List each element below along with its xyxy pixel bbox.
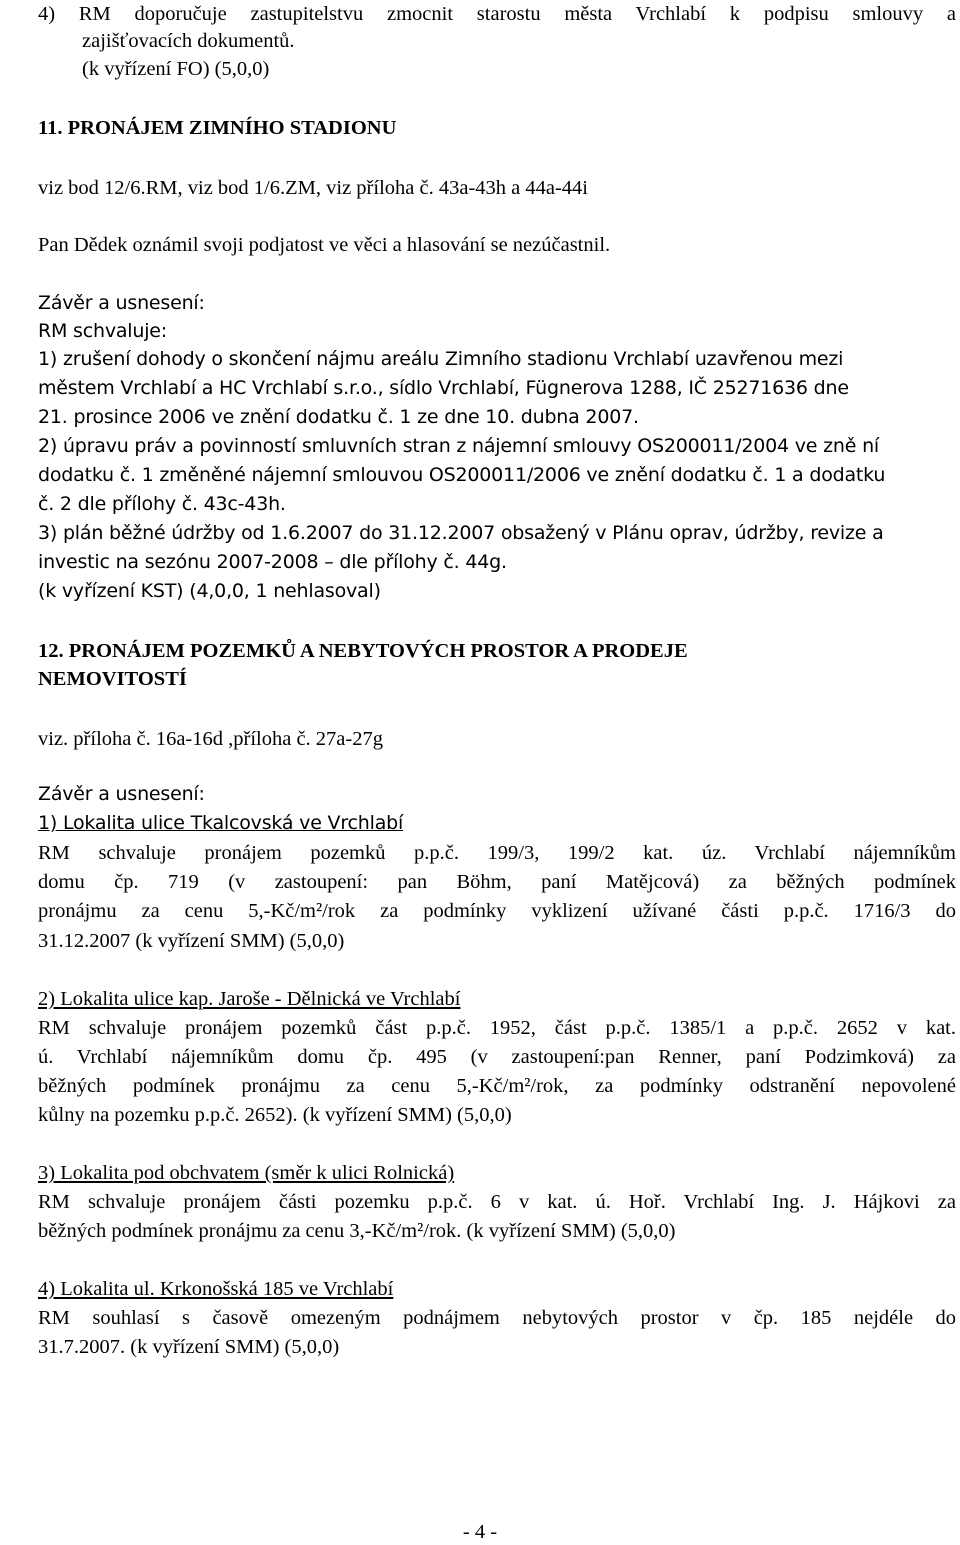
location-3-line1: RM schvaluje pronájem části pozemku p.p.č. 6 v kat. ú. Hoř. Vrchlabí Ing. J. Hájkovi za bbox=[38, 1191, 956, 1213]
location-4-heading: 4) Lokalita ul. Krkonošská 185 ve Vrchlabí bbox=[38, 1278, 394, 1300]
location-2-line2: ú. Vrchlabí nájemníkům domu čp. 495 (v zastoupení:pan Renner, paní Podzimková) za bbox=[38, 1046, 956, 1068]
location-2-heading: 2) Lokalita ulice kap. Jaroše - Dělnická ve Vrchlabí bbox=[38, 988, 461, 1010]
section-11-point1-line3: 21. prosince 2006 ve znění dodatku č. 1 ze dne 10. dubna 2007. bbox=[38, 406, 639, 428]
location-3-line2: běžných podmínek pronájmu za cenu 3,-Kč/m²/rok. (k vyřízení SMM) (5,0,0) bbox=[38, 1220, 676, 1242]
item4-line2: zajišťovacích dokumentů. bbox=[82, 30, 295, 52]
section-12-reference: viz. příloha č. 16a-16d ,příloha č. 27a-27g bbox=[38, 728, 383, 750]
location-2-line4: kůlny na pozemku p.p.č. 2652). (k vyřízení SMM) (5,0,0) bbox=[38, 1104, 512, 1126]
section-11-point1-line2: městem Vrchlabí a HC Vrchlabí s.r.o., sídlo Vrchlabí, Fügnerova 1288, IČ 25271636 dne bbox=[38, 377, 849, 399]
location-1-heading: 1) Lokalita ulice Tkalcovská ve Vrchlabí bbox=[38, 812, 404, 834]
location-1-line3: pronájmu za cenu 5,-Kč/m²/rok za podmínky vyklizení užívané části p.p.č. 1716/3 do bbox=[38, 900, 956, 922]
location-1-line2: domu čp. 719 (v zastoupení: pan Böhm, paní Matějcová) za běžných podmínek bbox=[38, 871, 956, 893]
location-2-line3: běžných podmínek pronájmu za cenu 5,-Kč/m²/rok, za podmínky odstranění nepovolené bbox=[38, 1075, 956, 1097]
page-number: - 4 - bbox=[462, 1521, 498, 1543]
location-2-line1: RM schvaluje pronájem pozemků část p.p.č. 1952, část p.p.č. 1385/1 a p.p.č. 2652 v kat. bbox=[38, 1017, 956, 1039]
section-11-point2-line3: č. 2 dle přílohy č. 43c-43h. bbox=[38, 493, 286, 515]
section-11-point3-line1: 3) plán běžné údržby od 1.6.2007 do 31.12.2007 obsažený v Plánu oprav, údržby, revize a bbox=[38, 522, 884, 544]
location-1-line1: RM schvaluje pronájem pozemků p.p.č. 199/3, 199/2 kat. úz. Vrchlabí nájemníkům bbox=[38, 842, 956, 864]
section-11-point3-line3: (k vyřízení KST) (4,0,0, 1 nehlasoval) bbox=[38, 580, 381, 602]
section-11-note: Pan Dědek oznámil svoji podjatost ve věci a hlasování se nezúčastnil. bbox=[38, 234, 611, 256]
section-11-point1-line1: 1) zrušení dohody o skončení nájmu areálu Zimního stadionu Vrchlabí uzavřenou mezi bbox=[38, 348, 844, 370]
section-11-point3-line2: investic na sezónu 2007-2008 – dle přílohy č. 44g. bbox=[38, 551, 507, 573]
location-1-line4: 31.12.2007 (k vyřízení SMM) (5,0,0) bbox=[38, 930, 345, 952]
section-11-conclusion: Závěr a usnesení: bbox=[38, 292, 205, 314]
section-11-point2-line2: dodatku č. 1 změněné nájemní smlouvou OS200011/2006 ve znění dodatku č. 1 a dodatku bbox=[38, 464, 886, 486]
item4-line1: 4) RM doporučuje zastupitelstvu zmocnit starostu města Vrchlabí k podpisu smlouvy a bbox=[38, 3, 956, 25]
section-11-reference: viz bod 12/6.RM, viz bod 1/6.ZM, viz příloha č. 43a-43h a 44a-44i bbox=[38, 177, 588, 199]
location-4-line1: RM souhlasí s časově omezeným podnájmem nebytových prostor v čp. 185 nejdéle do bbox=[38, 1307, 956, 1329]
section-11-point2-line1: 2) úpravu práv a povinností smluvních stran z nájemní smlouvy OS200011/2004 ve zně ní bbox=[38, 435, 879, 457]
location-3-heading: 3) Lokalita pod obchvatem (směr k ulici Rolnická) bbox=[38, 1162, 455, 1184]
section-12-title-line1: 12. PRONÁJEM POZEMKŮ A NEBYTOVÝCH PROSTOR A PRODEJE bbox=[38, 640, 688, 662]
section-12-conclusion: Závěr a usnesení: bbox=[38, 783, 205, 805]
section-11-title: 11. PRONÁJEM ZIMNÍHO STADIONU bbox=[38, 117, 397, 139]
item4-line3: (k vyřízení FO) (5,0,0) bbox=[82, 58, 270, 80]
section-11-approves: RM schvaluje: bbox=[38, 320, 167, 342]
location-4-line2: 31.7.2007. (k vyřízení SMM) (5,0,0) bbox=[38, 1336, 340, 1358]
section-12-title-line2: NEMOVITOSTÍ bbox=[38, 668, 187, 690]
